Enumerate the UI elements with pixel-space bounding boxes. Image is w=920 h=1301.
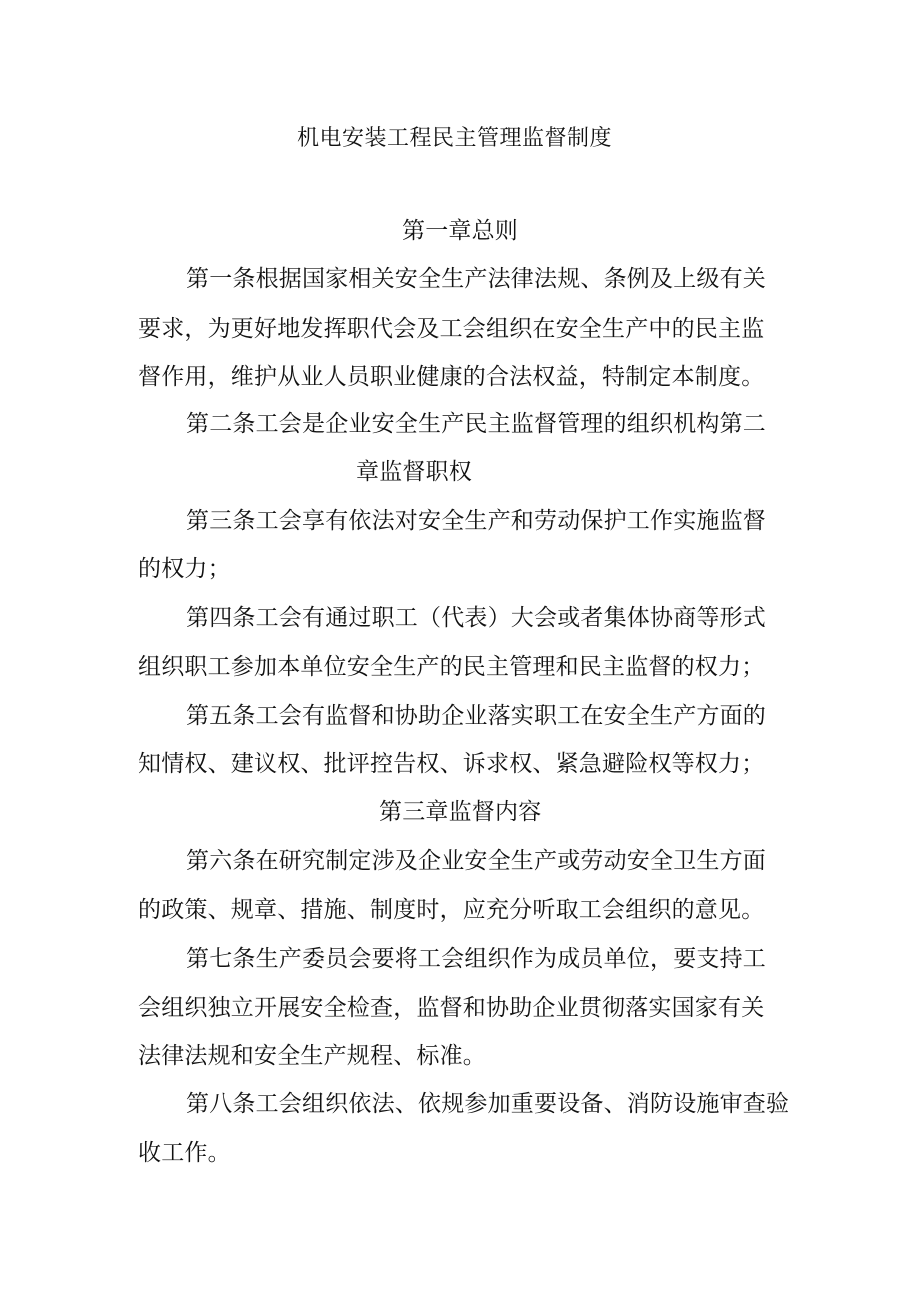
article-8-line-1: 第八条工会组织依法、依规参加重要设备、消防设施审查验 xyxy=(186,1091,790,1117)
article-5-line-1: 第五条工会有监督和协助企业落实职工在安全生产方面的 xyxy=(186,703,766,729)
document-title: 机电安装工程民主管理监督制度 xyxy=(297,126,613,151)
article-3-line-2: 的权力； xyxy=(138,556,231,582)
article-2-line-1: 第二条工会是企业安全生产民主监督管理的组织机构第二 xyxy=(186,411,766,437)
article-4-line-2: 组织职工参加本单位安全生产的民主管理和民主监督的权力； xyxy=(138,654,765,680)
article-8-line-2: 收工作。 xyxy=(138,1140,231,1166)
article-6-line-2: 的政策、规章、措施、制度时，应充分听取工会组织的意见。 xyxy=(138,897,765,923)
article-5-line-2: 知情权、建议权、批评控告权、诉求权、紧急避险权等权力； xyxy=(138,751,765,777)
article-4-line-1: 第四条工会有通过职工（代表）大会或者集体协商等形式 xyxy=(186,605,766,631)
article-7-line-3: 法律法规和安全生产规程、标准。 xyxy=(138,1043,486,1069)
article-6-line-1: 第六条在研究制定涉及企业安全生产或劳动安全卫生方面 xyxy=(186,848,766,874)
article-1-line-2: 要求，为更好地发挥职代会及工会组织在安全生产中的民主监 xyxy=(138,316,765,342)
article-7-line-2: 会组织独立开展安全检查，监督和协助企业贯彻落实国家有关 xyxy=(138,995,765,1021)
chapter-heading-3: 第三章监督内容 xyxy=(379,799,542,825)
article-7-line-1: 第七条生产委员会要将工会组织作为成员单位，要支持工 xyxy=(186,946,766,972)
article-1-line-1: 第一条根据国家相关安全生产法律法规、条例及上级有关 xyxy=(186,266,766,292)
chapter-heading-1: 第一章总则 xyxy=(402,218,518,244)
article-1-line-3: 督作用，维护从业人员职业健康的合法权益，特制定本制度。 xyxy=(138,364,765,390)
article-3-line-1: 第三条工会享有依法对安全生产和劳动保护工作实施监督 xyxy=(186,508,766,534)
article-2-line-2: 章监督职权 xyxy=(356,459,472,485)
